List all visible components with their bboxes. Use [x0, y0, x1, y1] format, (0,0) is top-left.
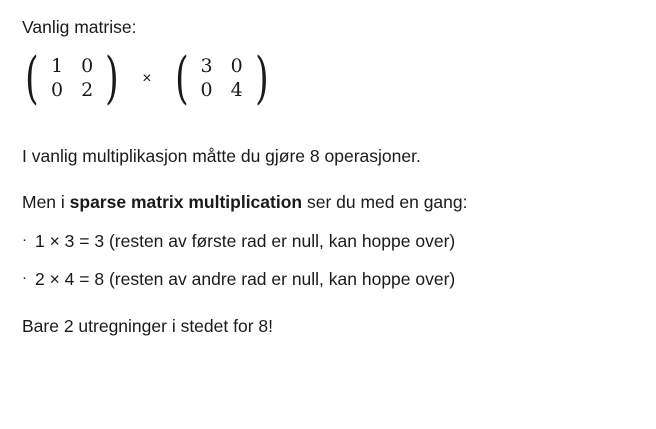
left-paren-icon: ( [25, 45, 39, 111]
table-row [192, 55, 252, 78]
multiplication-operator-icon: × [142, 69, 152, 87]
matrix-b-cell-0-0: 3 [200, 55, 213, 78]
paragraph-sparse-intro [22, 190, 634, 215]
spacer [22, 215, 634, 229]
spacer [22, 168, 634, 190]
bullet-dot-icon: · [22, 269, 27, 287]
table-row [42, 55, 102, 78]
paragraph-operations-count: I vanlig multiplikasjon måtte du gjøre 8 operasjoner. [22, 145, 421, 166]
matrix-b-cell-1-0: 0 [200, 78, 213, 101]
matrix-a-cell-0-0: 1 [51, 55, 64, 78]
list-item [22, 229, 634, 254]
paragraph-sparse-suffix: ser du med en gang: [302, 192, 468, 213]
matrix-expression [22, 45, 634, 111]
matrix-b-grid [192, 55, 252, 102]
matrix-a-grid [42, 55, 102, 102]
paragraph-conclusion: Bare 2 utregninger i stedet for 8! [22, 315, 273, 336]
list-item-label: 2 × 4 = 8 (resten av andre rad er null, kan hoppe over) [35, 269, 456, 290]
matrix-a-cell-1-0: 0 [51, 78, 64, 101]
paragraph-sparse-prefix: Men i [22, 192, 70, 213]
table-row [192, 79, 252, 102]
right-paren-icon: ) [255, 45, 269, 111]
matrix-b [172, 45, 272, 111]
spacer [22, 253, 634, 267]
matrix-a-cell-0-1: 0 [81, 55, 94, 78]
list-item-label: 1 × 3 = 3 (resten av første rad er null, kan hoppe over) [35, 230, 456, 251]
page-title: Vanlig matrise: [22, 17, 137, 37]
bullet-dot-icon: · [22, 230, 27, 248]
matrix-b-cell-1-1: 4 [230, 78, 243, 101]
left-paren-icon: ( [174, 45, 189, 111]
spacer [22, 292, 634, 314]
table-row [42, 79, 102, 102]
spacer [22, 114, 634, 144]
matrix-b-cell-0-1: 0 [230, 55, 243, 78]
list-item [22, 267, 634, 292]
paragraph-sparse-bold-term: sparse matrix multiplication [69, 192, 303, 213]
matrix-a [22, 45, 122, 111]
matrix-a-cell-1-1: 2 [81, 78, 94, 101]
right-paren-icon: ) [105, 45, 120, 111]
